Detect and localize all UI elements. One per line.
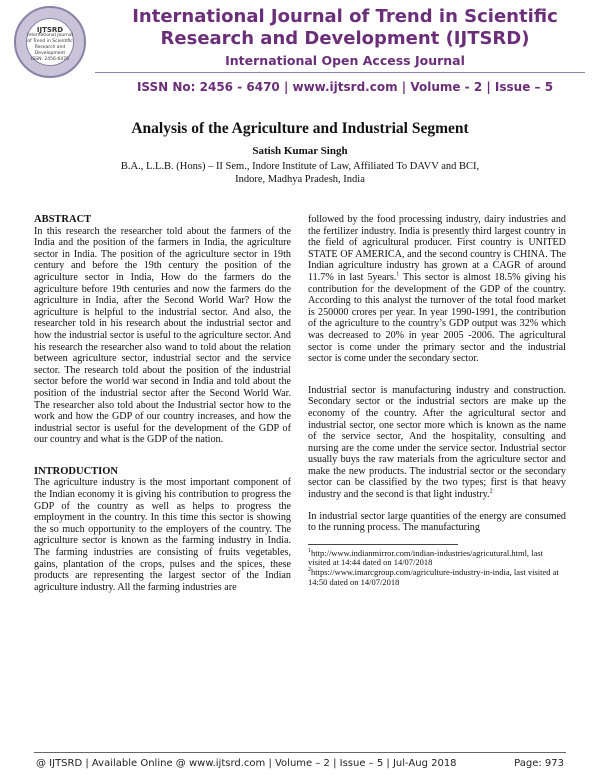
- footer-citation: @ IJTSRD | Available Online @ www.ijtsrd.com | Volume – 2 | Issue – 5 | Jul-Aug 2018: [36, 758, 457, 769]
- issn-line: ISSN No: 2456 - 6470 | www.ijtsrd.com | Volume - 2 | Issue – 5: [136, 80, 554, 94]
- footnote-1-link[interactable]: http://www.indianmirror.com/indian-industries/agricutural.html, last visited at 14:44 dated on 14/07/2018: [308, 547, 543, 568]
- abstract-heading: ABSTRACT: [34, 214, 92, 225]
- footnote-divider: [308, 544, 458, 545]
- page-number: Page: 973: [514, 758, 564, 769]
- page-footer: [0, 752, 600, 776]
- right-column: [308, 214, 566, 587]
- footnote-1: $^1$http://www.indianmirror.com/indian-industries/agricutural.html, last visited at 14:44 dated on 14/07/2018: [308, 547, 543, 568]
- journal-title: International Journal of Trend in Scientific Research and Development (IJTSRD): [132, 6, 558, 49]
- journal-logo: [14, 6, 86, 78]
- journal-subtitle: International Open Access Journal: [225, 53, 465, 68]
- introduction-text: The agriculture industry is the most important component of the Indian economy it is giving his contribution to progress the GDP of the country as well as helps to progress the employment in the country. In this time this sector is showing the so much opportunity to the employers of the country. The agriculture sector is known as the farming industry in India. The farming industries are consisting of fruits vegetables, gains, plantation of the crops, pulses and the spices, these products are representing the largest sector of the Indian agriculture industry. All the farming industries are: [34, 477, 291, 593]
- logo-text: IJTSRD International Journal of Trend in Scientific Research and Development ISSN: 2456-6470: [26, 18, 74, 66]
- paragraph-1: followed by the food processing industry, dairy industries and the fertilizer industry. India is presently third largest country in the field of agricultural producer. First country is UNITED STATE OF AMERICA, and the second country is CHINA. The Indian agriculture industry has grown at a CAGR of around 11.7% in last 5years.$^1$ This sector is almost 18.5% giving his contribution for the development of the GDP of the country. According to this analyst the turnover of the total food market is 250000 crores per year. In year 1990-1991, the contribution of the agriculture to the country’s GDP output was 32% which was decreased to 20% in year 2005 -2006. The agricultural sector is come under the primary sector and the industrial sector is come under the secondary sector.: [308, 214, 567, 365]
- paragraph-2: Industrial sector is manufacturing industry and construction. Secondary sector or the industrial sectors are make up the economy of the country. After the agricultural sector and industrial sector, one sector more which is known as the name of the service sector, And the hospitality, consulting and nursing are the come under the service sector. Industrial sector usually buys the raw materials from the agriculture sector and make the new products. The industrial sector or the secondary sector can be classified by the two types; first is that heavy industry and the second is that light industry.$^2$: [308, 384, 566, 501]
- author-name: Satish Kumar Singh: [252, 145, 348, 157]
- paragraph-3: In industrial sector large quantities of the energy are consumed to the running process. The manufacturing: [308, 510, 566, 534]
- journal-header: [0, 0, 600, 106]
- introduction-heading: INTRODUCTION: [34, 465, 119, 477]
- footer-divider: [34, 752, 566, 753]
- footnote-mark-1: 1: [396, 271, 400, 278]
- left-column: [34, 214, 291, 593]
- header-divider: [95, 72, 585, 73]
- footnote-2-link[interactable]: https://www.imarcgroup.com/agriculture-industry-in-india, last visited at 14:50 dated on 14/07/2018: [308, 567, 559, 587]
- abstract-text: In this research the researcher told about the farmers of the India and the position of the farmers in India, the agriculture sector in India. The position of the agriculture sector in 19th century and before the 19th century the position of the agriculture sector in India, How do the farmers do the agriculture before 19th centuries and now the farmers do the agriculture in India, after the Second World War? How the agriculture is helpful to the industrial sector. And also, the researcher told in his research about the industrial sector and how the industrial sector is useful to the agriculture sector. And his research the researcher also wand to told about the relation between agriculture sector, industrial sector and the service sector. The research told about the position of the industrial sector before the world war second in India and told about the position of the industrial sector after the Second World War. The researcher also told about the Industrial sector how to the work and how the GDP of our country increases, and how the industrial sector is useful for the development of the GDP of our country and what is the GDP of the nation.: [34, 225, 291, 446]
- footnote-2: $^2$https://www.imarcgroup.com/agriculture-industry-in-india, last visited at 14:50 dated on 14/07/2018: [308, 567, 559, 587]
- author-affiliation: B.A., L.L.B. (Hons) – II Sem., Indore Institute of Law, Affiliated To DAVV and BCI, Indore, Madhya Pradesh, India: [120, 161, 480, 185]
- footnote-mark-2: 2: [489, 488, 493, 495]
- paper-title: Analysis of the Agriculture and Industrial Segment: [131, 120, 469, 137]
